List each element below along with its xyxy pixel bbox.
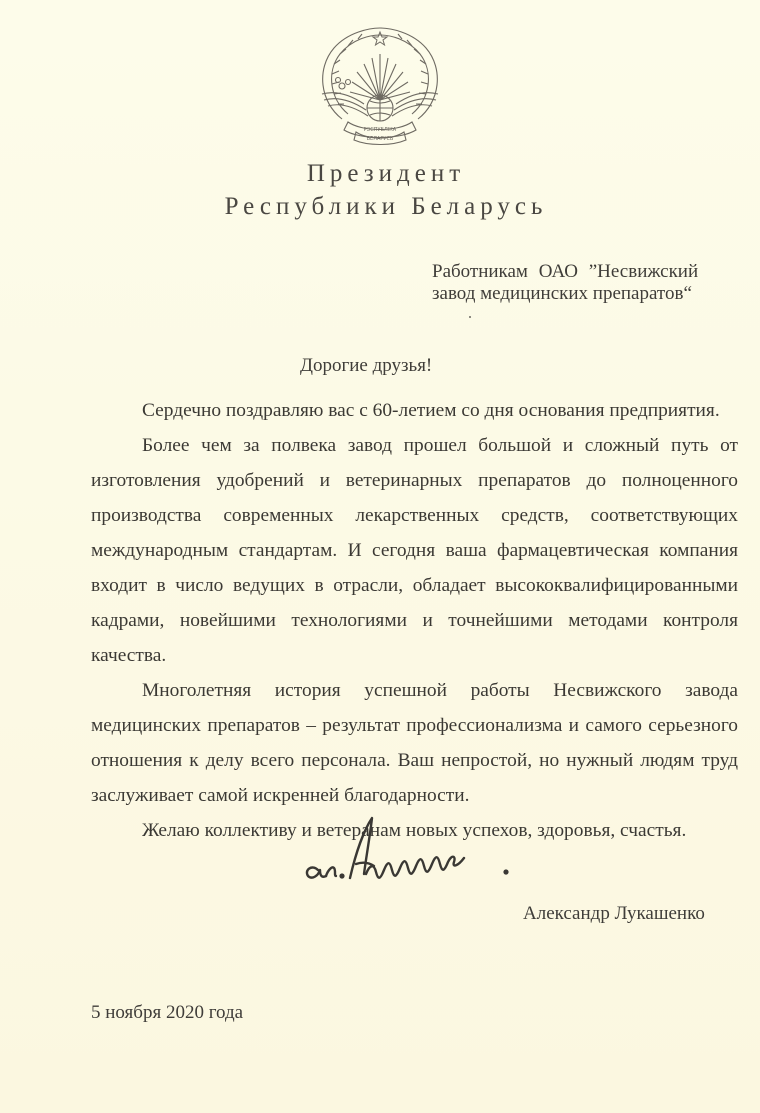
paragraph-wishes: Желаю коллективу и ветеранам новых успехов, здоровья, счастья. — [142, 820, 687, 841]
letter-body — [91, 393, 738, 848]
paragraph-achievements: Многолетняя история успешной работы Несвижского завода медицинских препаратов – результат профессионализма и самого серьезного отношения к делу всего персонала. Ваш непростой, но нужный людям труд заслуживает самой искренней благодарности. — [91, 680, 738, 806]
salutation: Дорогие друзья! — [300, 355, 433, 376]
issuer-title: Президент — [306, 160, 466, 187]
state-emblem-icon — [312, 24, 448, 146]
letter-date: 5 ноября 2020 года — [91, 1002, 244, 1023]
issuer-subtitle: Республики Беларусь — [224, 193, 548, 220]
svg-text:БЕЛАРУСЬ: БЕЛАРУСЬ — [366, 136, 394, 142]
addressee-line-1: Работникам ОАО ”Несвижский — [432, 261, 699, 282]
addressee-line-2: завод медицинских препаратов“ — [432, 283, 692, 304]
svg-text:РЭСПУБЛІКА: РЭСПУБЛІКА — [363, 127, 397, 133]
signer-name: Александр Лукашенко — [523, 903, 705, 924]
addressee-block — [432, 261, 698, 305]
paragraph-congratulation: Сердечно поздравляю вас с 60-летием со дня основания предприятия. — [142, 400, 720, 421]
ink-speck — [469, 316, 471, 318]
paragraph-history: Более чем за полвека завод прошел большой и сложный путь от изготовления удобрений и ветеринарных препаратов до полноценного производства современных лекарственных средств, соответствующих международным стандартам. И сегодня ваша фармацевтическая компания входит в число ведущих в отрасли, обладает высококвалифицированными кадрами, новейшими технологиями и точнейшими методами контроля качества. — [91, 435, 738, 666]
handwritten-signature-icon — [296, 812, 536, 890]
